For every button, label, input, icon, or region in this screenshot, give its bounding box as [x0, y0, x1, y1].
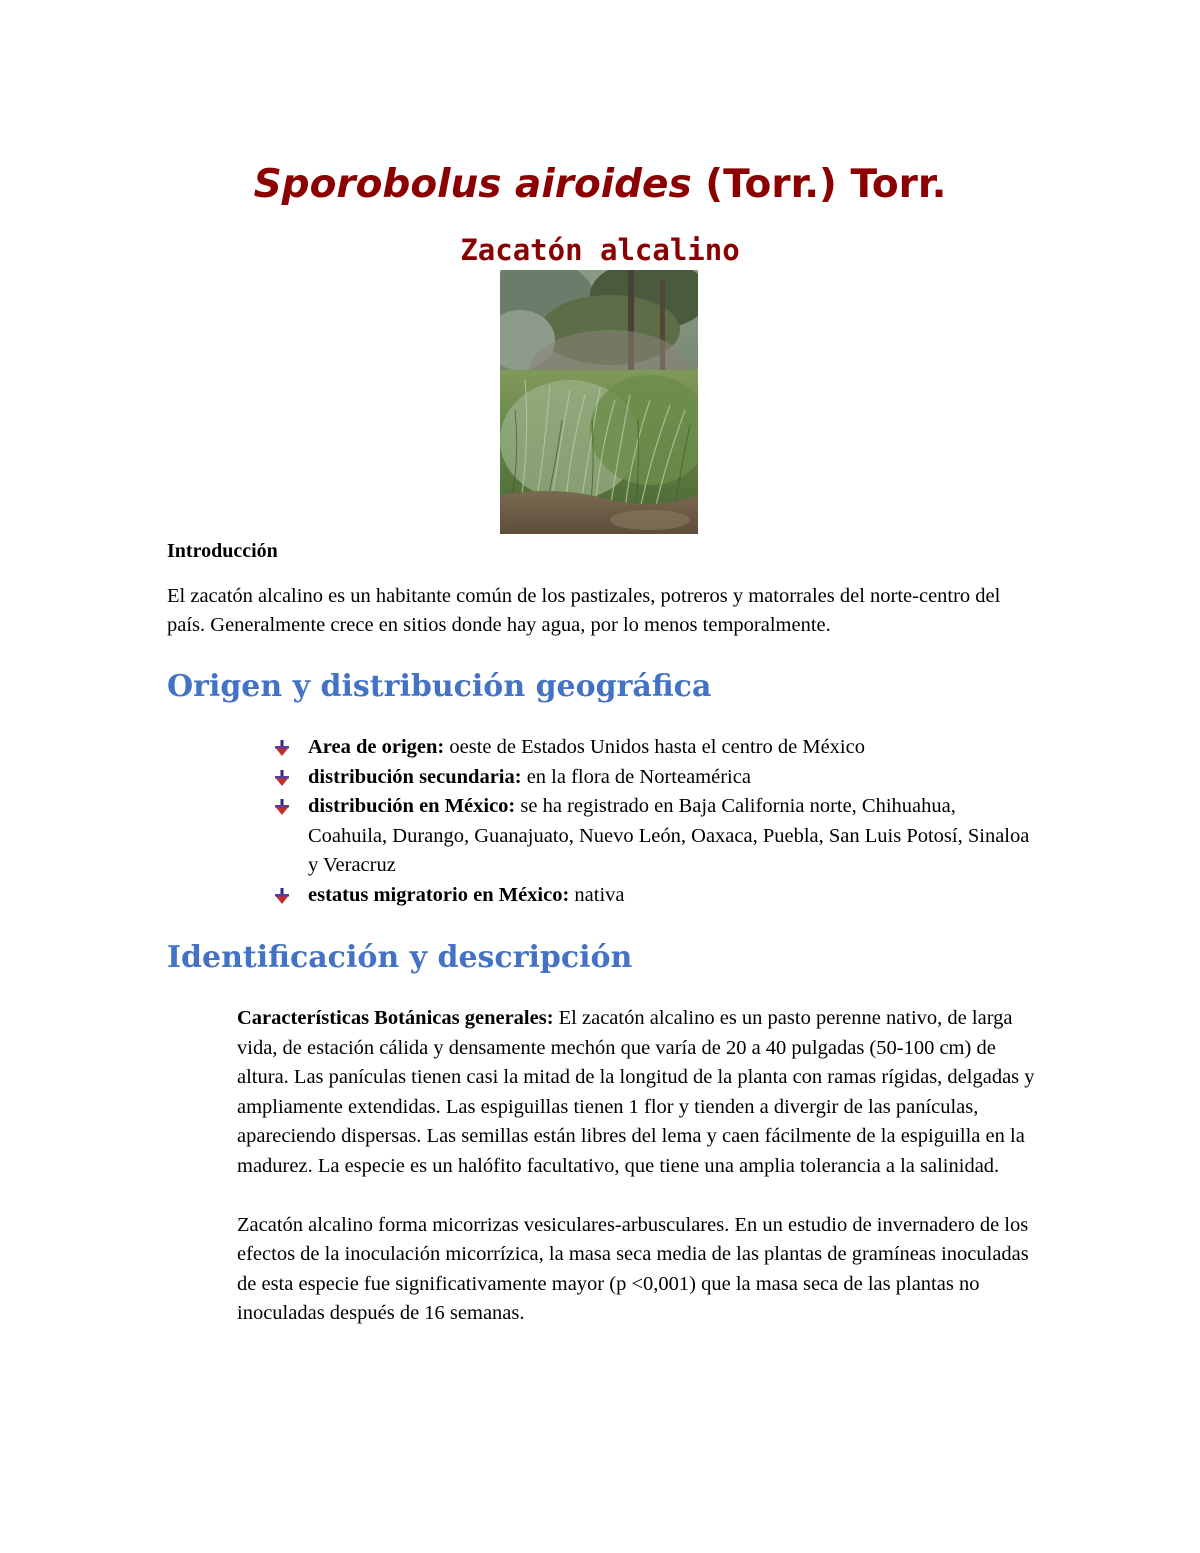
origin-area-text: oeste de Estados Unidos hasta el centro de México	[449, 736, 865, 758]
identification-body	[237, 1004, 1037, 1329]
grass-photo	[500, 270, 698, 534]
origin-area-label: Area de origen:	[308, 736, 445, 758]
botanical-text: El zacatón alcalino es un pasto perenne nativo, de larga vida, de estación cálida y densamente mechón que varía de 20 a 40 pulgadas (50-100 cm) de altura. Las panículas tienen casi la mitad de la longitud de la planta con ramas rígidas, delgadas y ampliamente extendidas. Las espiguillas tienen 1 flor y tienden a divergir de las panículas, apareciendo dispersas. Las semillas están libres del lema y caen fácilmente de la espiguilla en la madurez. La especie es un halófito facultativo, que tiene una amplia tolerancia a la salinidad.	[237, 1007, 1035, 1177]
botanical-label: Características Botánicas generales:	[237, 1007, 554, 1029]
identification-section-heading: Identificación y descripción	[167, 940, 633, 975]
arrow-bullet-icon	[274, 799, 290, 815]
list-item	[270, 881, 1040, 911]
arrow-bullet-icon	[274, 740, 290, 756]
secondary-distribution-label: distribución secundaria:	[308, 765, 522, 788]
list-item	[270, 733, 1040, 763]
mexico-distribution-label: distribución en México:	[308, 795, 516, 817]
common-name: Zacatón alcalino	[460, 233, 740, 267]
mexico-distribution-text: se ha registrado en Baja California norte, Chihuahua, Coahuila, Durango, Guanajuato, Nuevo León, Oaxaca, Puebla, San Luis Potosí, Sinaloa y Veracruz	[308, 795, 1030, 876]
list-item	[270, 792, 1040, 881]
origin-list	[270, 733, 1040, 910]
botanical-paragraph	[237, 1004, 1037, 1181]
list-item	[270, 763, 1040, 793]
species-title	[0, 160, 1200, 210]
migratory-status-text: nativa	[574, 883, 625, 906]
arrow-bullet-icon	[274, 770, 290, 786]
mycorrhiza-paragraph: Zacatón alcalino forma micorrizas vesiculares-arbusculares. En un estudio de invernadero de los efectos de la inoculación micorrízica, la masa seca media de las plantas de gramíneas inoculadas de esta especie fue significativamente mayor (p <0,001) que la masa seca de las plantas no inoculadas después de 16 semanas.	[237, 1213, 1029, 1324]
scientific-name: Sporobolus airoides	[253, 162, 692, 207]
origin-section-heading: Origen y distribución geográfica	[167, 669, 712, 704]
migratory-status-label: estatus migratorio en México:	[308, 883, 570, 906]
species-authority: (Torr.) Torr.	[705, 162, 947, 207]
secondary-distribution-text: en la flora de Norteamérica	[526, 765, 751, 788]
intro-heading: Introducción	[167, 540, 278, 562]
intro-paragraph: El zacatón alcalino es un habitante común de los pastizales, potreros y matorrales del norte-centro del país. Generalmente crece en sitios donde hay agua, por lo menos temporalmente.	[167, 585, 1001, 636]
arrow-bullet-icon	[274, 888, 290, 904]
